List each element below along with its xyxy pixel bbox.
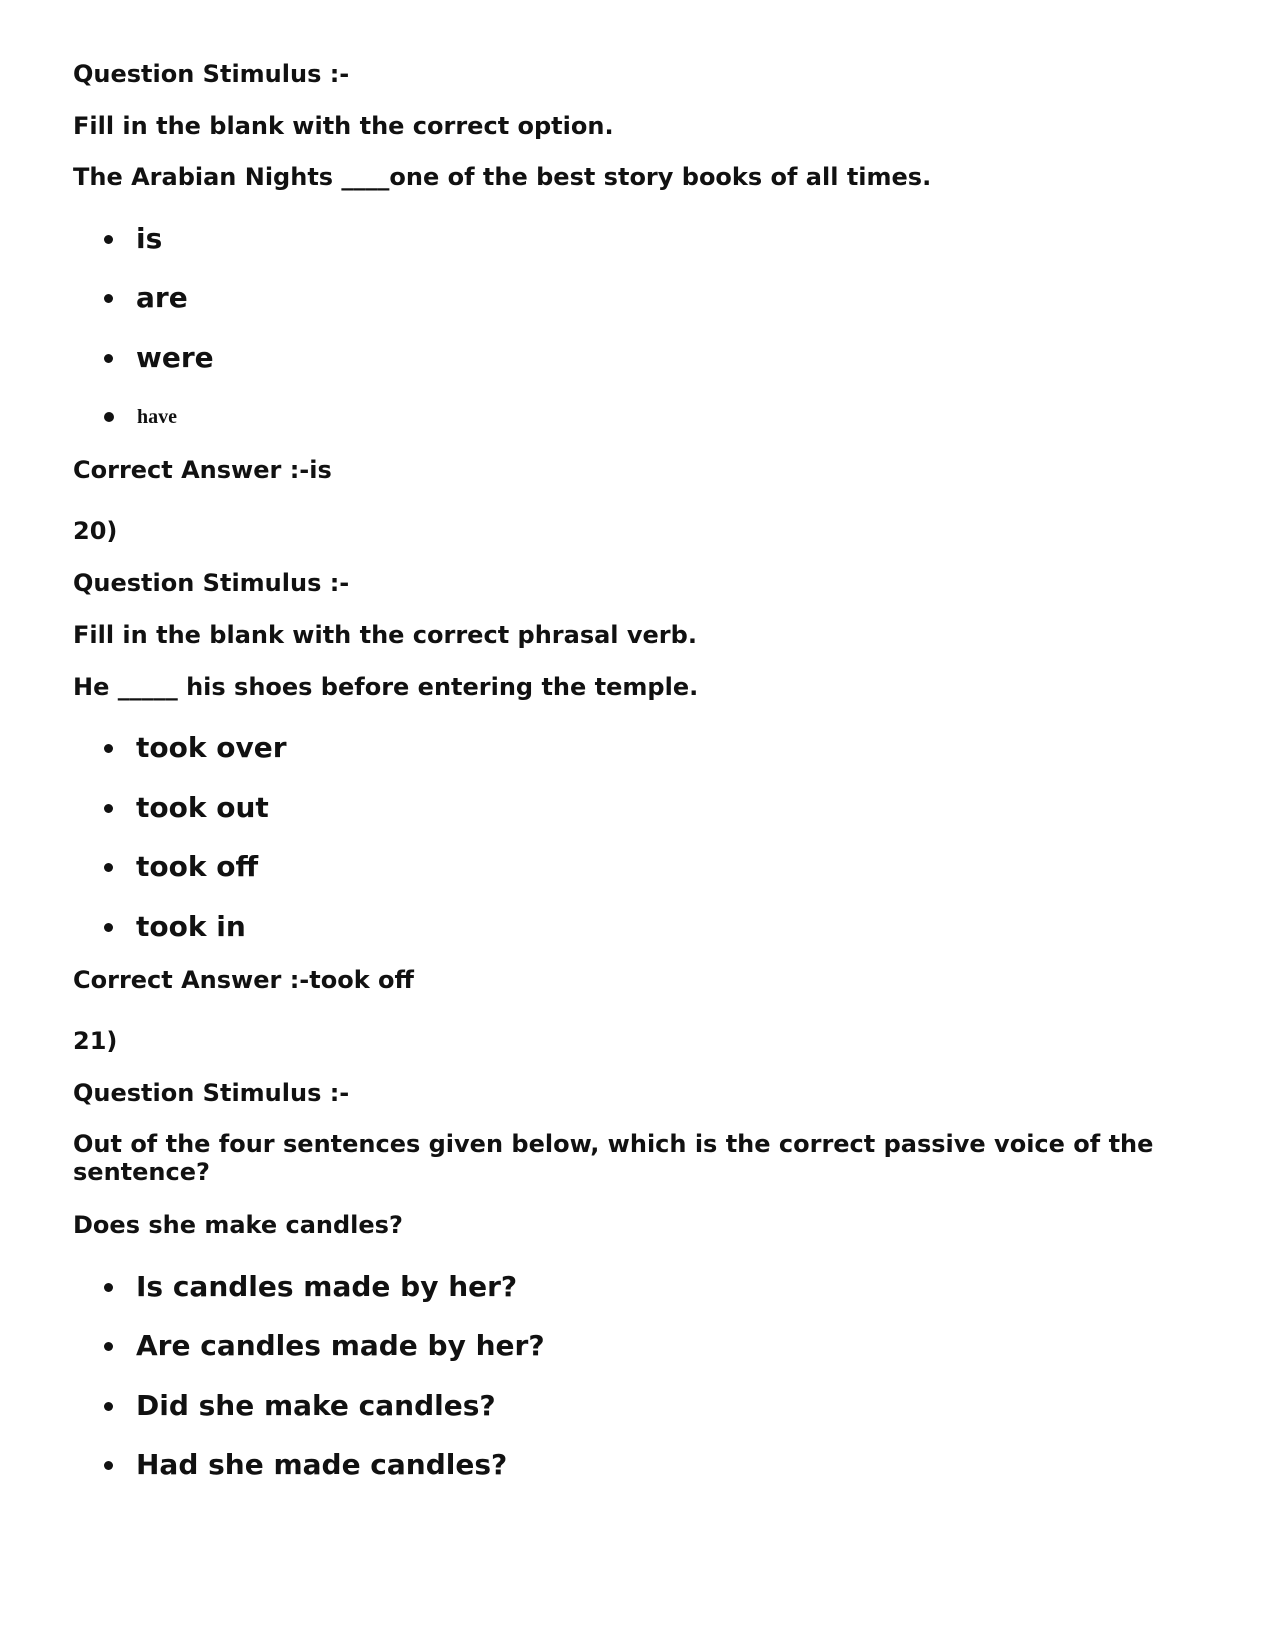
option-label: took out <box>136 791 269 824</box>
bullet-icon <box>104 1342 113 1351</box>
q21-option-3 <box>104 1389 496 1423</box>
q20-stimulus-label: Question Stimulus :- <box>73 569 350 597</box>
option-label: took in <box>136 910 246 943</box>
q20-number: 20) <box>73 517 118 545</box>
q20-sentence: He _____ his shoes before entering the temple. <box>73 673 699 701</box>
option-label: were <box>136 341 214 374</box>
bullet-icon <box>104 1283 113 1292</box>
q21-option-2 <box>104 1329 545 1363</box>
option-label: took off <box>136 850 259 883</box>
bullet-icon <box>104 235 113 244</box>
option-label: Is candles made by her? <box>136 1270 518 1303</box>
q21-instruction: Out of the four sentences given below, which is the correct passive voice of the sentence? <box>73 1130 1154 1186</box>
bullet-icon <box>104 863 113 872</box>
option-label: are <box>136 281 188 314</box>
bullet-icon <box>104 744 113 753</box>
bullet-icon <box>104 412 114 422</box>
q21-number: 21) <box>73 1027 118 1055</box>
bullet-icon <box>104 294 113 303</box>
q20-option-3 <box>104 850 258 884</box>
bullet-icon <box>104 1402 113 1411</box>
option-label: took over <box>136 731 287 764</box>
q19-sentence: The Arabian Nights ____one of the best story books of all times. <box>73 163 932 191</box>
q19-stimulus-label: Question Stimulus :- <box>73 60 350 88</box>
q21-option-1 <box>104 1270 517 1304</box>
q21-sentence: Does she make candles? <box>73 1211 403 1239</box>
q20-correct-answer: Correct Answer :-took off <box>73 966 414 994</box>
q19-option-1 <box>104 222 162 256</box>
q19-option-2 <box>104 281 188 315</box>
q19-instruction: Fill in the blank with the correct option. <box>73 112 614 140</box>
option-label: Are candles made by her? <box>136 1329 545 1362</box>
q20-option-1 <box>104 731 287 765</box>
option-label: have <box>137 406 177 428</box>
q21-option-4 <box>104 1448 507 1482</box>
bullet-icon <box>104 804 113 813</box>
option-label: is <box>136 222 163 255</box>
bullet-icon <box>104 1461 113 1470</box>
bullet-icon <box>104 354 113 363</box>
q19-option-4 <box>104 405 177 429</box>
q19-correct-answer: Correct Answer :-is <box>73 456 332 484</box>
q20-instruction: Fill in the blank with the correct phrasal verb. <box>73 621 697 649</box>
option-label: Did she make candles? <box>136 1389 496 1422</box>
q20-option-4 <box>104 910 246 944</box>
q21-stimulus-label: Question Stimulus :- <box>73 1079 350 1107</box>
bullet-icon <box>104 923 113 932</box>
q20-option-2 <box>104 791 269 825</box>
option-label: Had she made candles? <box>136 1448 508 1481</box>
q19-option-3 <box>104 341 214 375</box>
